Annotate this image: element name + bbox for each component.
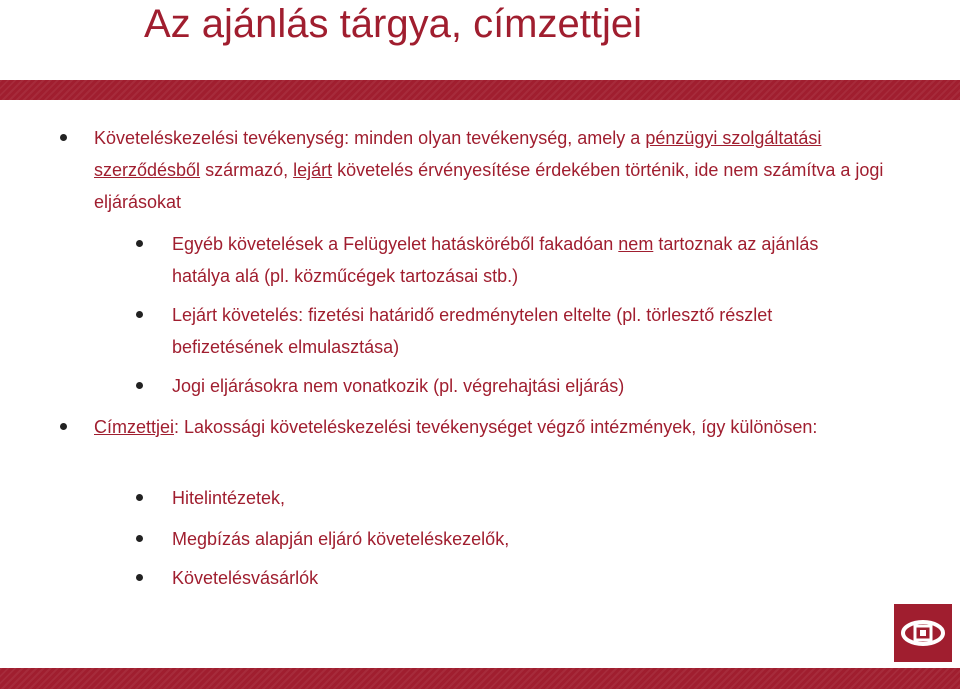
bullet-dot: [60, 423, 67, 430]
underlined-term: Címzettjei: [94, 417, 175, 437]
subbullet-debt-purchasers: [172, 562, 872, 594]
bullet-text: Követeléskezelési tevékenység: minden olyan tevékenység, amely a: [94, 128, 646, 148]
subbullet-debt-collectors: [172, 523, 872, 555]
bullet-text: Követelésvásárlók: [172, 568, 319, 588]
bullet-addressees: [94, 411, 894, 443]
bullet-text: Lejárt követelés: fizetési határidő eredménytelen eltelte (pl. törlesztő részlet befizetésének elmulasztása): [172, 305, 773, 357]
bullet-dot: [136, 311, 143, 318]
bullet-dot: [60, 134, 67, 141]
bullet-text: Megbízás alapján eljáró követeléskezelők,: [172, 529, 510, 549]
subbullet-overdue-claim: [172, 299, 822, 363]
bullet-text: származó,: [200, 160, 294, 180]
slide-title: Az ajánlás tárgya, címzettjei: [144, 2, 642, 46]
bullet-text: tartoznak az ajánlás hatálya alá (pl. közműcégek tartozásai stb.): [172, 234, 819, 286]
footer-divider-bar: [0, 668, 960, 689]
bullet-dot: [136, 494, 143, 501]
underlined-term: nem: [618, 234, 654, 254]
subbullet-credit-institutions: [172, 482, 872, 514]
subbullet-other-claims: [172, 228, 832, 292]
bullet-text: Jogi eljárásokra nem vonatkozik (pl. végrehajtási eljárás): [172, 376, 625, 396]
header-divider-bar: [0, 80, 960, 100]
subbullet-legal-proceedings: [172, 370, 872, 402]
bullet-dot: [136, 574, 143, 581]
bullet-text: Hitelintézetek,: [172, 488, 286, 508]
institution-logo-icon: [894, 604, 952, 662]
bullet-dot: [136, 535, 143, 542]
underlined-term: lejárt: [293, 160, 333, 180]
bullet-text: : Lakossági követeléskezelési tevékenységet végző intézmények, így különösen:: [174, 417, 818, 437]
bullet-text: követelés érvényesítése érdekében történik, ide nem számítva a jogi eljárásokat: [94, 160, 884, 212]
bullet-dot: [136, 382, 143, 389]
bullet-text: Egyéb követelések a Felügyelet hatásköréből fakadóan: [172, 234, 619, 254]
bullet-dot: [136, 240, 143, 247]
institution-logo-icon: [894, 604, 952, 662]
bullet-collection-activity: [94, 122, 894, 218]
underlined-term: pénzügyi szolgáltatási szerződésből: [94, 128, 822, 180]
